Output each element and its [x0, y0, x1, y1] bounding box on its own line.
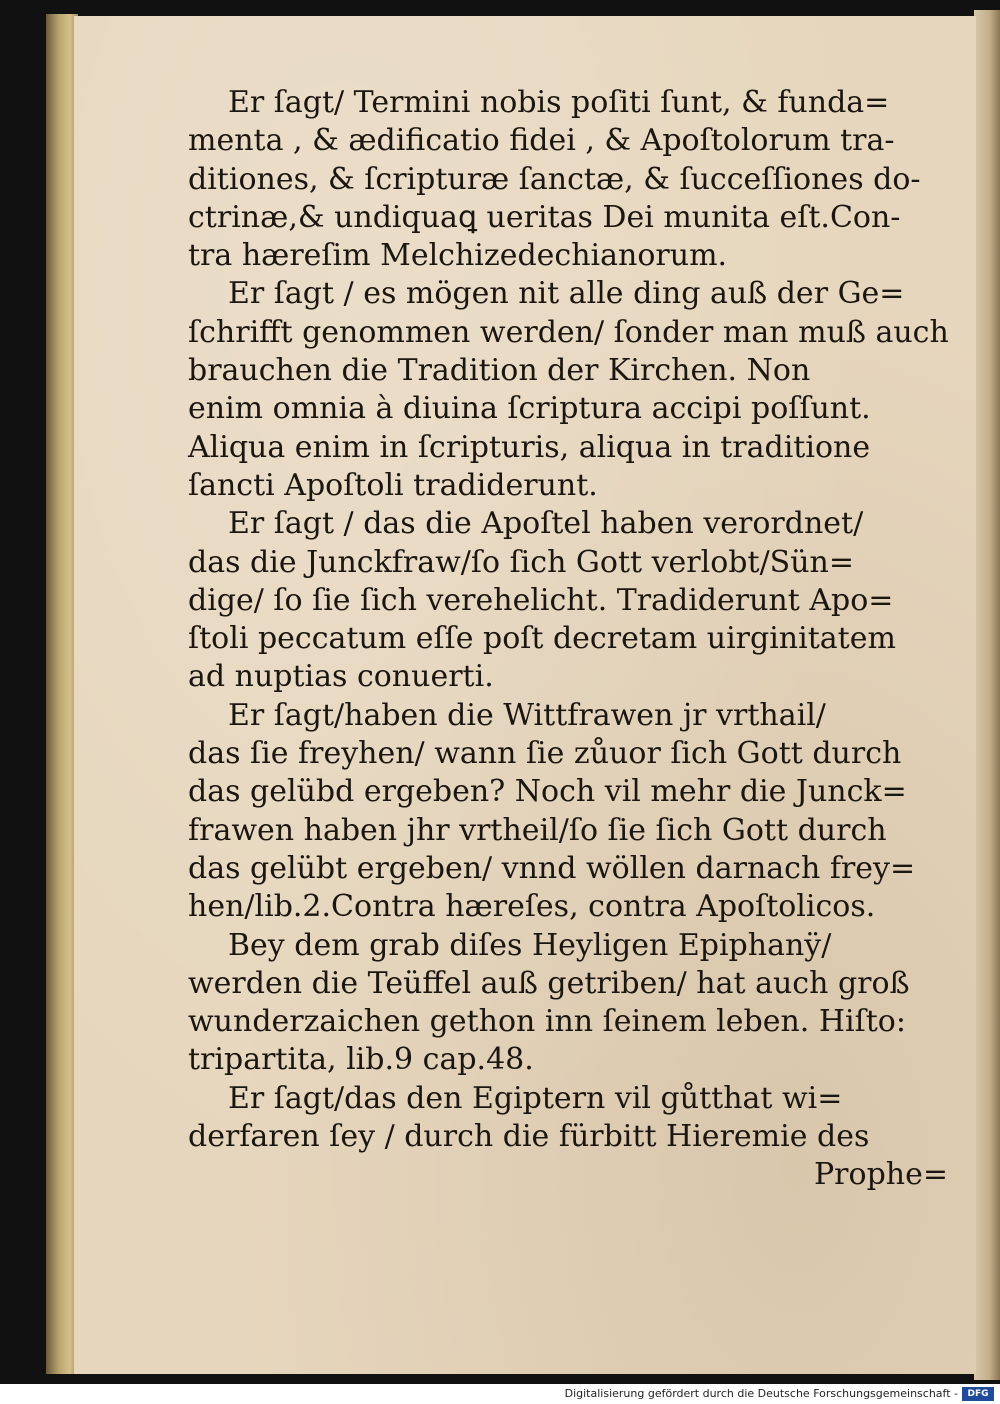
text-line: das gelübd ergeben? Noch vil mehr die Junck=: [188, 774, 907, 810]
text-line: brauchen die Tradition der Kirchen. Non: [188, 353, 811, 389]
text-line: Er ſagt/ Termini nobis poſiti ſunt, & funda=: [228, 85, 890, 120]
text-line: ditiones, & ſcripturæ ſanctæ, & ſucceſſiones do-: [188, 161, 921, 197]
dfg-logo: DFG: [962, 1387, 994, 1401]
text-line: ſchrifft genommen werden/ ſonder man muß auch: [188, 314, 949, 350]
text-line: wunderzaichen gethon inn ſeinem leben. Hiſto:: [188, 1004, 906, 1040]
text-line: dige/ ſo ſie ſich verehelicht. Tradiderunt Apo=: [188, 582, 894, 618]
text-line: Er ſagt/das den Egiptern vil gůtthat wi=: [228, 1080, 843, 1116]
text-line: das ſie freyhen/ wann ſie zůuor ſich Gott durch: [188, 736, 902, 772]
text-line: Aliqua enim in ſcripturis, aliqua in traditione: [188, 429, 871, 465]
text-line: enim omnia à diuina ſcriptura accipi poſſunt.: [188, 391, 871, 427]
text-line: ad nuptias conuerti.: [188, 659, 494, 695]
text-line: ſtoli peccatum eſſe poſt decretam uirginitatem: [188, 621, 896, 657]
text-line: Er ſagt / es mögen nit alle ding auß der Ge=: [228, 276, 905, 312]
text-line: frawen haben jhr vrtheil/ſo ſie ſich Gott durch: [188, 812, 887, 848]
text-line: ſancti Apoſtoli tradiderunt.: [188, 467, 598, 503]
text-line: hen/lib.2.Contra hæreſes, contra Apoſtolicos.: [188, 889, 876, 925]
page-text: [188, 84, 978, 1195]
footer: [0, 1384, 1000, 1404]
text-line: Er ſagt / das die Apoſtel haben verordnet/: [228, 506, 864, 542]
text-line: werden die Teüffel auß getriben/ hat auch groß: [188, 965, 910, 1001]
text-line: menta , & ædificatio fidei , & Apoſtolorum tra-: [188, 123, 895, 159]
text-line: derfaren ſey / durch die fürbitt Hieremie des: [188, 1119, 870, 1155]
funding-credit: Digitalisierung gefördert durch die Deutsche Forschungsgemeinschaft -: [564, 1387, 958, 1400]
catchword: Prophe=: [813, 1157, 948, 1193]
text-line: das gelübt ergeben/ vnnd wöllen darnach frey=: [188, 850, 916, 886]
text-line: Bey dem grab diſes Heyligen Epiphanÿ/: [228, 927, 832, 963]
text-line: Er ſagt/haben die Wittfrawen jr vrthail/: [228, 697, 826, 733]
text-line: tra hæreſim Melchizedechianorum.: [188, 238, 728, 274]
text-line: ctrinæ,& undiquaꝗ ueritas Dei munita eſt.Con-: [188, 199, 901, 235]
text-line: das die Junckfraw/ſo ſich Gott verlobt/Sün=: [188, 544, 855, 580]
text-line: tripartita, lib.9 cap.48.: [188, 1042, 534, 1078]
